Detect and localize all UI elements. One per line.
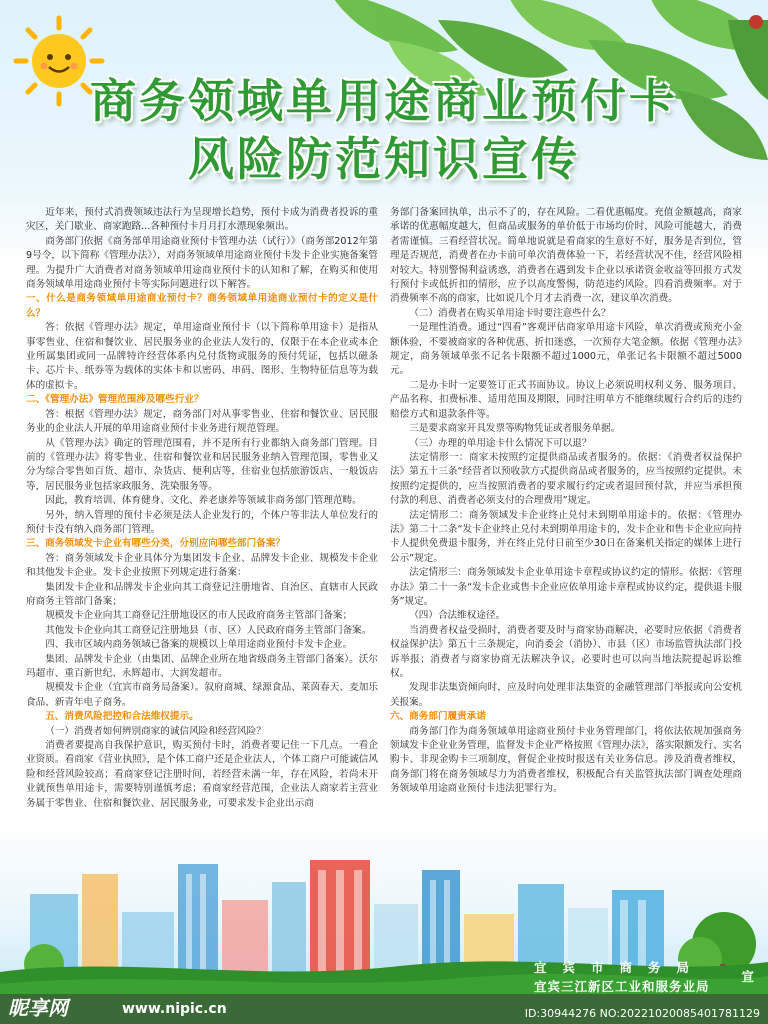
paragraph: 四、我市区域内商务领域已备案的规模以上单用途商业预付卡发卡企业。	[45, 639, 353, 651]
paragraph: 消费者要提高自我保护意识，购买预付卡时，消费者要记住一下几点。一看企业资质。看商家《营业执照》，是个体工商户还是企业法人，个体工商户可能诚信风险和经营风险较高；看商家登记注册时间，若经营未满一年，存在风险，若尚未开业就预售单用途卡，需要特别谨慎考虑；看商家经营范围，企业法人商家若主营业务属于零售业、住宿和餐饮业、居民服务业，可要求发卡企业出示商	[26, 740, 378, 809]
paragraph: 三是要求商家开具发票等购物凭证或者服务单据。	[409, 423, 621, 435]
paragraph: 答：商务领域发卡企业具体分为集团发卡企业、品牌发卡企业、规模发卡企业和其他发卡企业。发卡企业按照下列规定进行备案：	[26, 552, 378, 579]
paragraph: 其他发卡企业向其工商登记注册地县（市、区）人民政府商务主管部门备案。	[45, 624, 372, 636]
paragraph: 另外，纳入管理的预付卡必须是法人企业发行的，个体户等非法人单位发行的预付卡没有纳入商务部门管理。	[26, 509, 378, 535]
right-text-column	[390, 206, 742, 797]
paragraph: 集团、品牌发卡企业（由集团、品牌企业所在地省级商务主管部门备案）。沃尔玛超市、重百新世纪、永辉超市、大润发超市。	[26, 653, 378, 679]
signature-tail: 宣	[741, 969, 754, 984]
watermark-id: ID:30944276 NO:20221020085401781129	[524, 1007, 760, 1020]
watermark-logo: 昵享网	[8, 996, 68, 1020]
paragraph: 答：根据《管理办法》规定，商务部门对从事零售业、住宿和餐饮业、居民服务业的企业法人开展的单用途商业预付卡业务进行规范管理。	[26, 408, 378, 435]
paragraph: 当消费者权益受损时，消费者要及时与商家协商解决，必要时应依据《消费者权益保护法》第五十三条规定，向消委会（消协）、市县（区）市场监管执法部门投诉举报；消费者与商家协商无法解决争议，必要时也可以向当地法院提起诉讼维权。	[390, 624, 742, 679]
paragraph: （四）合法维权途径。	[409, 610, 506, 622]
section-heading: 一、什么是商务领域单用途商业预付卡？商务领域单用途商业预付卡的定义是什么？	[26, 293, 378, 319]
paragraph: 发现非法集资倾向时，应及时向处理非法集资的金融管理部门举报或向公安机关报案。	[390, 682, 742, 708]
paragraph: 从《管理办法》确定的管理范围看，并不是所有行业都纳入商务部门管理。目前的《管理办法》将零售业、住宿和餐饮业和居民服务业纳入管理范围，零售业又分为综合零售如百货、超市、杂货店、便利店等，住宿业包括旅游饭店、一般饭店等，居民服务业包括家政服务、洗染服务等。	[26, 437, 378, 492]
paragraph: 规模发卡企业向其工商登记注册地设区的市人民政府商务主管部门备案；	[45, 610, 353, 622]
paragraph: 集团发卡企业和品牌发卡企业向其工商登记注册地省、自治区、直辖市人民政府商务主管部门备案；	[26, 581, 378, 607]
paragraph: 答：依据《管理办法》规定，单用途商业预付卡（以下简称单用途卡）是指从事零售业、住宿和餐饮业、居民服务业的企业法人发行的，仅限于在本企业或本企业所属集团或同一品牌特许经营体系内兑付货物或服务的预付凭证，包括以磁条卡、芯片卡、纸券等为载体的实体卡和以密码、串码、图形、生物特征信息等为载体的虚拟卡。	[26, 322, 378, 391]
title-line-1: 商务领域单用途商业预付卡	[90, 74, 678, 128]
paragraph: 务部门备案回执单，出示不了的，存在风险。二看优惠幅度。充值金额越高，商家承诺的优惠幅度越大，但商品或服务的单价低于市场均价时，风险可能越大，消费者需谨慎。三看经营状况。简单地说就是看商家的生意好不好，服务是否到位，管理是否规范，消费者在办卡前可单次消费体验一下，若经营状况不佳，经营风险相对较大。特别警惕利益诱惑，消费者在遇到发卡企业以承诺资金收益等回报方式发行预付卡或低折扣的情形，应予以高度警惕，防范违约风险。四看消费频率。对于消费频率不高的商家，比如说几个月才去消费一次，建议单次消费。	[390, 207, 742, 305]
title-line-2: 风险防范知识宣传	[188, 132, 580, 186]
paragraph: 商务部门依据《商务部单用途商业预付卡管理办法（试行）》（商务部2012年第9号令，以下简称《管理办法》），对商务领域单用途商业预付卡发卡企业实施备案管理。为提升广大消费者对商务领域单用途商业预付卡的认知和了解，在购买和使用商务领域单用途商业预付卡等实际问题进行以下解答。	[26, 235, 378, 291]
signature-org-2: 宜宾三江新区工业和服务业局	[534, 979, 710, 994]
paragraph: 一是理性消费。通过“四看”客观评估商家单用途卡风险，单次消费或预充小金额体验，不要被商家的各种优惠、折扣迷惑，一次预存大笔金额。依据《管理办法》规定，商务领域单张不记名卡限额不超过1000元，单张记名卡限额不超过5000元。	[390, 322, 742, 377]
section-heading: 五、消费风险把控和合法维权提示。	[45, 711, 199, 723]
page-title	[0, 72, 768, 188]
paragraph: （一）消费者如何辨别商家的诚信风险和经营风险？	[45, 725, 266, 737]
section-heading: 六、商务部门履责承诺	[390, 711, 486, 723]
paragraph: 因此，教育培训、体育健身、文化、养老康养等领域非商务部门管理范畴。	[45, 495, 362, 507]
paragraph: 规模发卡企业（宜宾市商务局备案）。叙府商城、绿源食品、莱茵春天、麦加乐食品、新青年电子商务。	[26, 682, 378, 708]
signature-org-1: 宜宾市商务局	[534, 960, 706, 975]
paragraph: 二是办卡时一定要签订正式书面协议。协议上必须说明权利义务、服务项目、产品名称、扣费标准、适用范围及期限，同时注明单方不能继续履行合约后的违约赔偿方式和退款条件等。	[390, 379, 742, 420]
paragraph: 法定情形一：商家未按照约定提供商品或者服务的。依据：《消费者权益保护法》第五十三条“经营者以预收款方式提供商品或者服务的，应当按照约定提供。未按照约定提供的，应当按照消费者的要求履行约定或者退回预付款，并应当承担预付款的利息、消费者必须支付的合理费用”规定。	[390, 451, 742, 507]
section-heading: 三、商务领域发卡企业有哪些分类，分别应向哪些部门备案？	[26, 538, 286, 550]
signature-block	[534, 958, 754, 996]
left-text-column	[26, 206, 378, 811]
watermark-url: www.nipic.cn	[122, 1001, 227, 1017]
paragraph: 近年来，预付式消费领域违法行为呈现增长趋势，预付卡成为消费者投诉的重灾区，关门歇业、商家跑路...各种预付卡月月打水漂现象频出。	[26, 207, 378, 233]
paragraph: 法定情形三：商务领域发卡企业单用途卡章程或协议约定的情形。依据：《管理办法》第二十一条“发卡企业或售卡企业应依单用途卡章程或协议约定，提供退卡服务”规定。	[390, 567, 742, 607]
paragraph: 商务部门作为商务领域单用途商业预付卡业务管理部门，将依法依规加强商务领域发卡企业业务管理，监督发卡企业严格按照《管理办法》，落实限额发行、实名购卡、非现金购卡三项制度，督促企业按时报送有关业务信息。涉及消费者维权，商务部门将在商务领域尽力为消费者维权，积极配合有关监管执法部门调查处理商务领域单用途商业预付卡违法犯罪行为。	[390, 725, 742, 795]
section-heading: 二、《管理办法》管理范围涉及哪些行业？	[26, 394, 204, 406]
paragraph: （二）消费者在购买单用途卡时要注意些什么？	[409, 307, 611, 319]
paragraph: 法定情形二：商务领域发卡企业终止兑付未到期单用途卡的。依据：《管理办法》第二十二条“发卡企业终止兑付未到期单用途卡的，发卡企业和售卡企业应向持卡人提供免费退卡服务，并在终止兑付日前至少30日在备案机关指定的媒体上进行公示”规定。	[390, 509, 742, 564]
paragraph: （三）办理的单用途卡什么情况下可以退？	[409, 437, 592, 449]
